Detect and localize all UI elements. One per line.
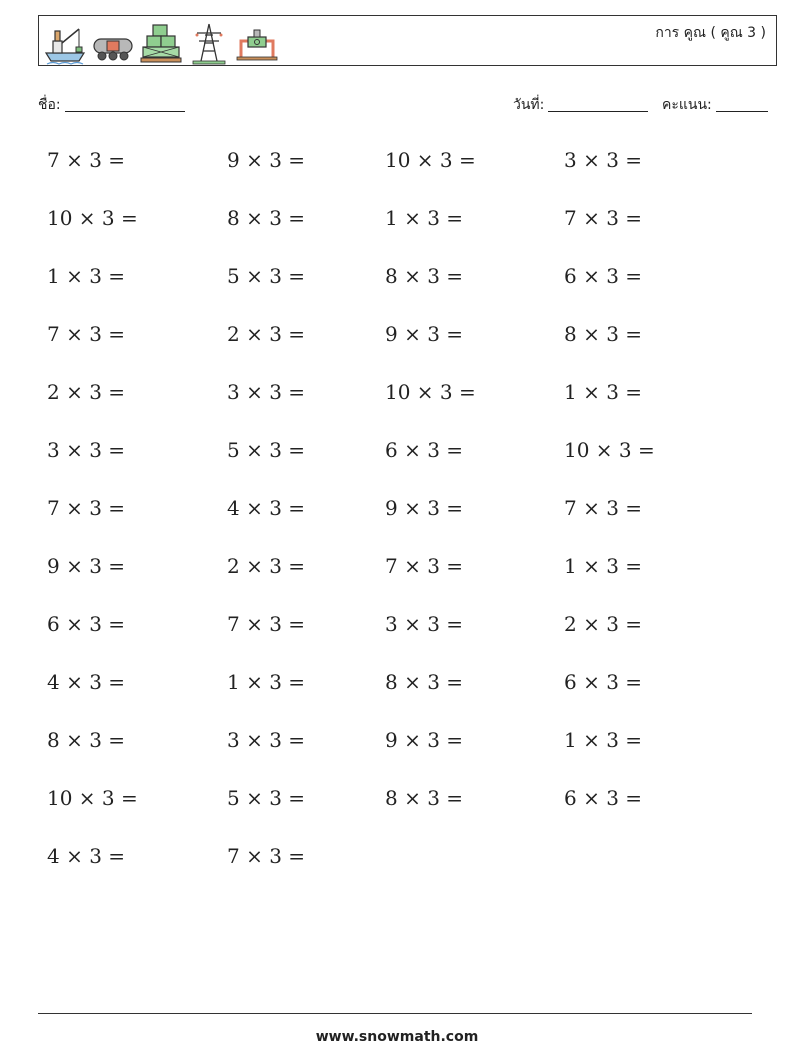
problem-item: 4 × 3 = [47,844,126,868]
name-label: ชื่อ: [38,97,61,113]
header-icons [43,19,279,65]
problem-item: 1 × 3 = [564,554,643,578]
problem-item: 9 × 3 = [47,554,126,578]
problem-item: 8 × 3 = [564,322,643,346]
name-blank[interactable] [65,111,185,112]
problem-item: 8 × 3 = [385,670,464,694]
problem-item: 5 × 3 = [227,438,306,462]
date-blank[interactable] [548,111,648,112]
problem-item: 7 × 3 = [385,554,464,578]
problem-item: 1 × 3 = [564,728,643,752]
problem-item: 4 × 3 = [227,496,306,520]
problem-item: 8 × 3 = [385,264,464,288]
problem-item: 7 × 3 = [47,496,126,520]
problem-item: 5 × 3 = [227,786,306,810]
problem-item: 2 × 3 = [227,554,306,578]
worksheet-header [38,15,777,66]
problem-item: 7 × 3 = [564,206,643,230]
problem-item: 6 × 3 = [385,438,464,462]
problem-item: 10 × 3 = [47,786,138,810]
problem-item: 9 × 3 = [227,148,306,172]
problem-item: 6 × 3 = [564,264,643,288]
problem-item: 1 × 3 = [564,380,643,404]
problem-item: 6 × 3 = [564,670,643,694]
problem-item: 7 × 3 = [47,322,126,346]
pipe-valve-icon [235,21,279,65]
date-field [513,94,648,116]
problem-item: 6 × 3 = [47,612,126,636]
problem-item: 1 × 3 = [47,264,126,288]
problem-item: 2 × 3 = [47,380,126,404]
problem-item: 3 × 3 = [47,438,126,462]
problem-item: 3 × 3 = [227,728,306,752]
problem-item: 9 × 3 = [385,322,464,346]
problem-item: 10 × 3 = [385,380,476,404]
problem-item: 9 × 3 = [385,496,464,520]
problem-item: 8 × 3 = [227,206,306,230]
problem-item: 3 × 3 = [385,612,464,636]
problem-item: 7 × 3 = [227,612,306,636]
problem-item: 6 × 3 = [564,786,643,810]
name-field [38,94,185,116]
score-field [662,94,768,116]
problem-item: 7 × 3 = [227,844,306,868]
problem-item: 10 × 3 = [47,206,138,230]
problem-item: 1 × 3 = [227,670,306,694]
problem-item: 8 × 3 = [385,786,464,810]
problem-item: 4 × 3 = [47,670,126,694]
footer-divider [38,1013,752,1014]
worksheet-title: การ คูณ ( คูณ 3 ) [655,25,766,41]
score-label: คะแนน: [662,97,712,113]
cargo-crane-ship-icon [43,21,87,65]
problem-item: 7 × 3 = [47,148,126,172]
problem-item: 2 × 3 = [564,612,643,636]
problem-item: 5 × 3 = [227,264,306,288]
problem-item: 3 × 3 = [564,148,643,172]
cargo-pallet-icon [139,21,183,65]
problem-item: 10 × 3 = [385,148,476,172]
problem-item: 1 × 3 = [385,206,464,230]
power-tower-icon [187,21,231,65]
footer-url: www.snowmath.com [315,1029,479,1045]
date-label: วันที่: [513,97,545,113]
problem-item: 9 × 3 = [385,728,464,752]
problem-item: 8 × 3 = [47,728,126,752]
tanker-truck-icon [91,21,135,65]
problem-item: 3 × 3 = [227,380,306,404]
problem-item: 7 × 3 = [564,496,643,520]
problem-item: 10 × 3 = [564,438,655,462]
problem-item: 2 × 3 = [227,322,306,346]
score-blank[interactable] [716,111,768,112]
